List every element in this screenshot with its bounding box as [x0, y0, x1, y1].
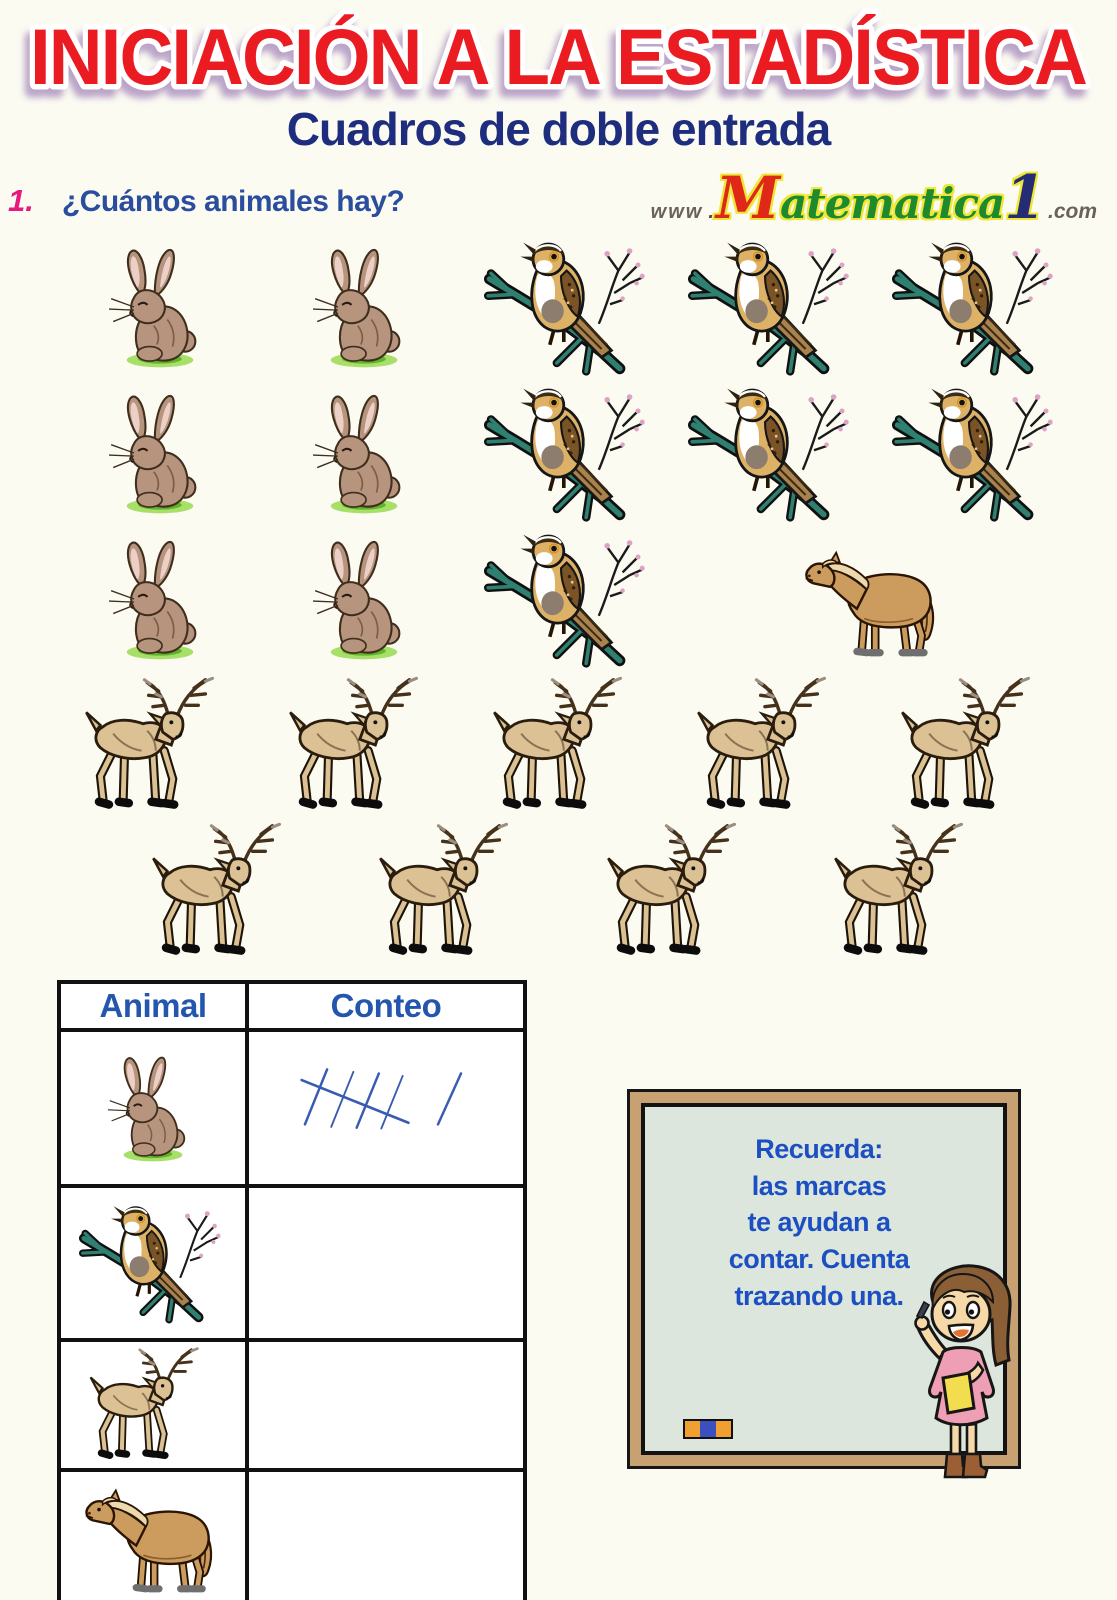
matematica1-logo [650, 163, 1097, 233]
table-row-bird [61, 1188, 523, 1342]
bird-image [484, 529, 652, 674]
count-table [57, 980, 527, 1600]
logo-name: atematica [780, 179, 1005, 228]
bird-image [484, 383, 652, 528]
rabbit-image [61, 1032, 249, 1184]
logo-dot: . [708, 201, 714, 223]
chalkboard-line: trazando una. [734, 1280, 904, 1311]
deer-image [604, 820, 760, 967]
page-title: INICIACIÓN A LA ESTADÍSTICA [30, 12, 1086, 101]
page-subtitle: Cuadros de doble entrada [286, 103, 831, 155]
table-row-horse [61, 1472, 523, 1600]
animal-grid-row [58, 236, 1078, 382]
logo-m: M [715, 164, 781, 232]
deer-image [490, 674, 646, 821]
conteo-cell-horse[interactable] [249, 1472, 523, 1600]
conteo-cell-rabbit[interactable] [249, 1032, 523, 1184]
conteo-cell-deer[interactable] [249, 1342, 523, 1468]
rabbit-image [108, 389, 212, 522]
deer-image [898, 674, 1054, 821]
table-row-rabbit [61, 1032, 523, 1188]
logo-www: www [650, 201, 704, 223]
horse-image [799, 538, 949, 665]
bird-image [688, 383, 856, 528]
bird-image [892, 237, 1060, 382]
bird-image [892, 383, 1060, 528]
rabbit-image [108, 243, 212, 376]
rabbit-image [312, 535, 416, 668]
rabbit-image [108, 535, 212, 668]
tally-marks [277, 1048, 507, 1140]
logo-com: .com [1047, 200, 1097, 223]
animal-grid-row [58, 528, 1078, 674]
rabbit-image [312, 389, 416, 522]
animal-grid-row [58, 382, 1078, 528]
chalkboard-line: las marcas [751, 1170, 887, 1201]
chalkboard-line: contar. Cuenta [728, 1244, 910, 1275]
count-table-header [61, 984, 523, 1032]
column-header-animal: Animal [61, 984, 249, 1028]
bird-image [61, 1188, 249, 1338]
count-table-body [61, 1032, 523, 1600]
deer-image [831, 820, 987, 967]
girl-with-chalk-image [903, 1260, 1033, 1490]
rabbit-image [312, 243, 416, 376]
exercise-number: 1. [8, 183, 34, 218]
bird-image [688, 237, 856, 382]
conteo-cell-bird[interactable] [249, 1188, 523, 1338]
animal-grid-row [58, 820, 1078, 966]
animal-grid [58, 236, 1078, 966]
deer-image [149, 820, 305, 967]
chalkboard-line: te ayudan a [747, 1207, 891, 1238]
deer-image [376, 820, 532, 967]
deer-image [286, 674, 442, 821]
deer-image [82, 674, 238, 821]
chalkboard-line: Recuerda: [755, 1134, 883, 1164]
exercise-question: ¿Cuántos animales hay? [61, 185, 405, 218]
page-title-art [0, 4, 1117, 108]
column-header-conteo: Conteo [330, 987, 442, 1024]
animal-grid-row [58, 674, 1078, 820]
chalk-eraser-icon [683, 1419, 733, 1439]
horse-image [61, 1472, 249, 1600]
deer-image [61, 1342, 249, 1468]
table-row-deer [61, 1342, 523, 1472]
deer-image [694, 674, 850, 821]
exercise-heading [8, 183, 404, 219]
bird-image [484, 237, 652, 382]
logo-one: 1 [1004, 163, 1046, 233]
